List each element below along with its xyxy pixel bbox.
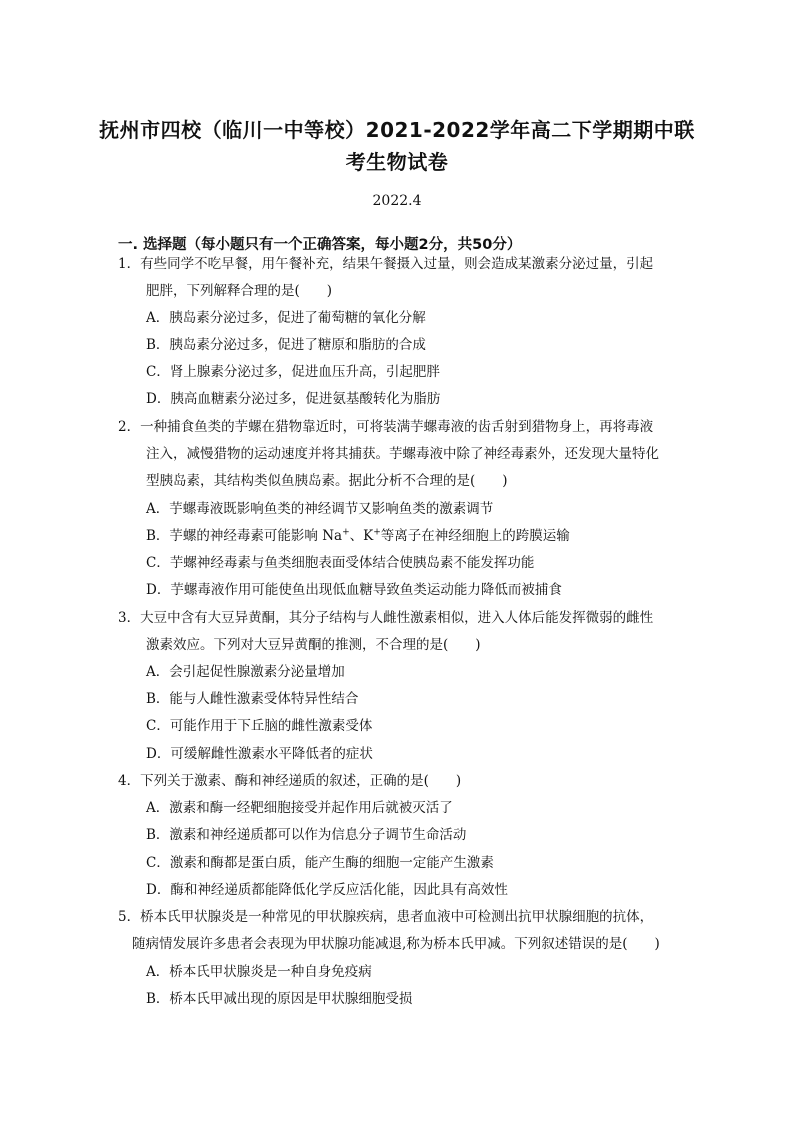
option-d: D．胰高血糖素分泌过多，促进氨基酸转化为脂肪 <box>146 391 441 407</box>
question-stem-line: 型胰岛素，其结构类似鱼胰岛素。据此分析不合理的是( ) <box>146 473 508 489</box>
option-b: B．激素和神经递质都可以作为信息分子调节生命活动 <box>146 827 467 843</box>
option-b-part: B．芋螺的神经毒素可能影响 Na <box>146 528 343 544</box>
question-stem-line: 2．一种捕食鱼类的芋螺在猎物靠近时，可将装满芋螺毒液的齿舌射到猎物身上，再将毒液 <box>118 419 654 435</box>
option-b-part: 等离子在神经细胞上的跨膜运输 <box>380 528 570 544</box>
question-stem-line: 注入，减慢猎物的运动速度并将其捕获。芋螺毒液中除了神经毒素外，还发现大量特化 <box>146 446 659 462</box>
option-c: C．芋螺神经毒素与鱼类细胞表面受体结合使胰岛素不能发挥功能 <box>146 555 535 571</box>
exam-title-line1: 抚州市四校（临川一中等校）2021-2022学年高二下学期期中联 <box>99 118 695 142</box>
question-stem-line: 5．桥本氏甲状腺炎是一种常见的甲状腺疾病，患者血液中可检测出抗甲状腺细胞的抗体， <box>118 909 654 925</box>
question-stem-line: 4．下列关于激素、酶和神经递质的叙述，正确的是( ) <box>118 773 462 789</box>
option-b: B．胰岛素分泌过多，促进了糖原和脂肪的合成 <box>146 337 426 353</box>
question-stem-line: 激素效应。下列对大豆异黄酮的推测，不合理的是( ) <box>146 637 481 653</box>
option-b: B．桥本氏甲减出现的原因是甲状腺细胞受损 <box>146 991 413 1007</box>
exam-date: 2022.4 <box>372 193 422 209</box>
option-b <box>146 527 570 545</box>
option-d: D．酶和神经递质都能降低化学反应活化能，因此具有高效性 <box>146 882 508 898</box>
question-stem-line: 随病情发展许多患者会表现为甲状腺功能减退,称为桥本氏甲减。下列叙述错误的是( ) <box>132 936 660 952</box>
superscript-plus: + <box>373 527 381 538</box>
option-b: B．能与人雌性激素受体特异性结合 <box>146 691 359 707</box>
option-c: C．激素和酶都是蛋白质，能产生酶的细胞一定能产生激素 <box>146 855 494 871</box>
option-c: C．可能作用于下丘脑的雌性激素受体 <box>146 718 373 734</box>
superscript-plus: + <box>342 527 350 538</box>
question-stem-line: 3．大豆中含有大豆异黄酮，其分子结构与人雌性激素相似，进入人体后能发挥微弱的雌性 <box>118 610 654 626</box>
option-a: A．会引起促性腺激素分泌量增加 <box>146 664 345 680</box>
option-b-part: 、K <box>349 528 374 544</box>
exam-title-line2: 考生物试卷 <box>345 150 449 174</box>
option-a: A．胰岛素分泌过多，促进了葡萄糖的氧化分解 <box>146 310 426 326</box>
question-stem-line: 1．有些同学不吃早餐，用午餐补充，结果午餐摄入过量，则会造成某激素分泌过量，引起 <box>118 256 654 272</box>
option-a: A．桥本氏甲状腺炎是一种自身免疫病 <box>146 964 372 980</box>
option-c: C．肾上腺素分泌过多，促进血压升高，引起肥胖 <box>146 364 440 380</box>
question-stem-line: 肥胖，下列解释合理的是( ) <box>146 283 333 299</box>
option-d: D．可缓解雌性激素水平降低者的症状 <box>146 746 373 762</box>
option-a: A．激素和酶一经靶细胞接受并起作用后就被灭活了 <box>146 800 453 816</box>
option-d: D．芋螺毒液作用可能使鱼出现低血糖导致鱼类运动能力降低而被捕食 <box>146 582 562 598</box>
section-heading: 一. 选择题（每小题只有一个正确答案，每小题2分，共50分） <box>118 237 522 253</box>
option-a: A．芋螺毒液既影响鱼类的神经调节又影响鱼类的激素调节 <box>146 501 494 517</box>
